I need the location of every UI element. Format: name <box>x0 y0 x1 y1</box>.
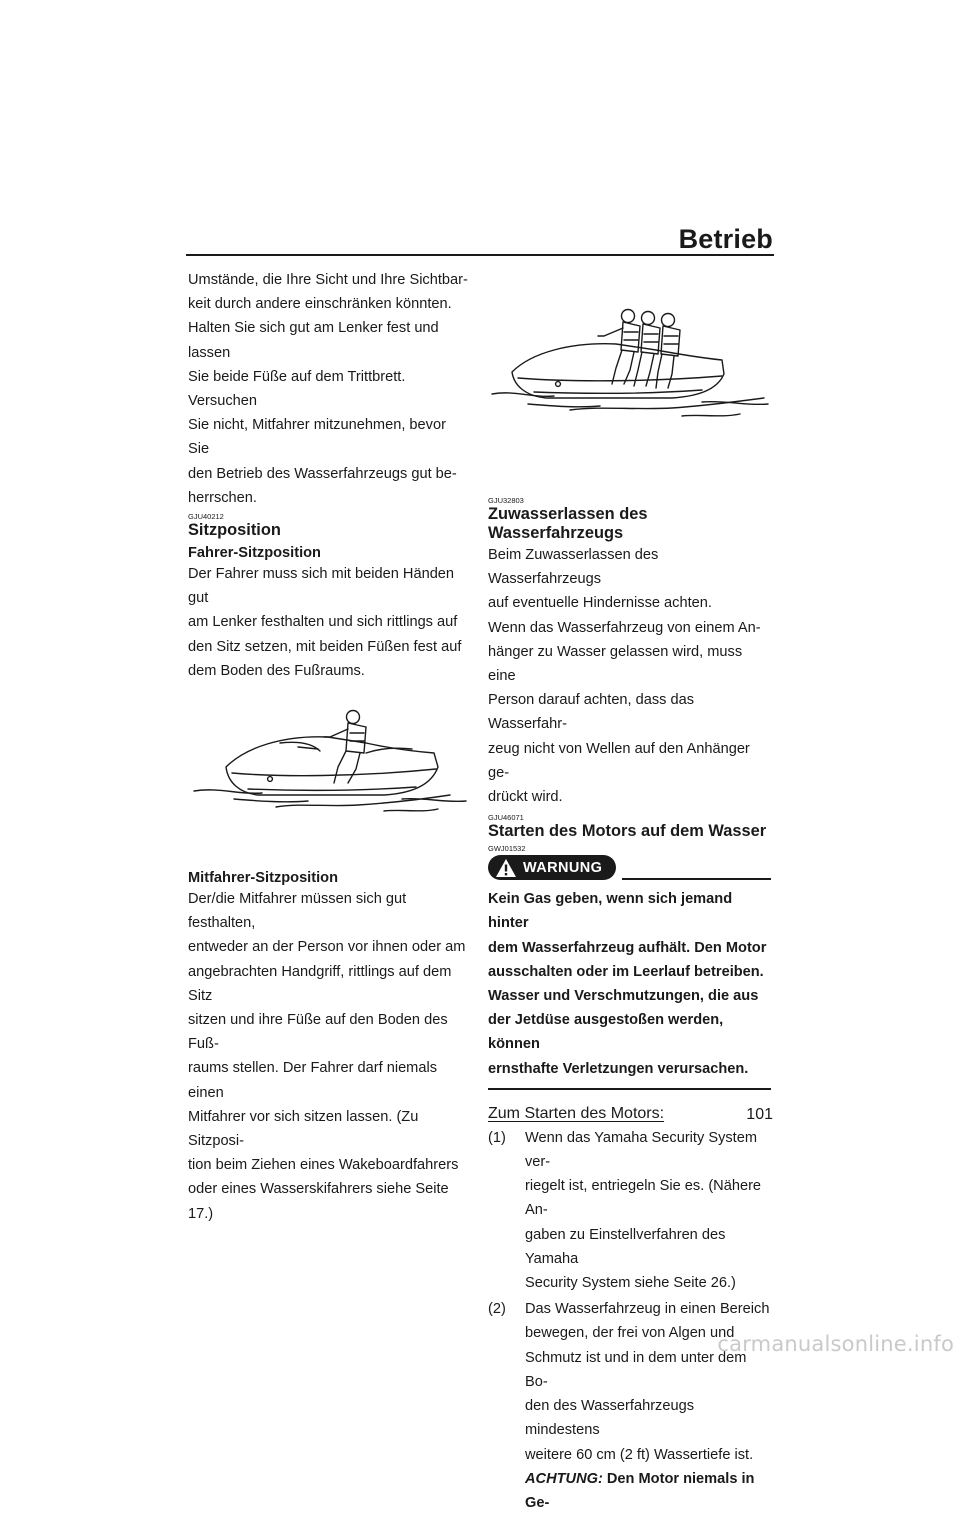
section-heading-starten: Starten des Motors auf dem Wasser <box>488 822 767 841</box>
warning-triangle-icon <box>495 858 517 878</box>
right-column <box>488 268 771 1515</box>
procedure-subheading: Zum Starten des Motors: <box>488 1104 665 1122</box>
fahrer-paragraph: Der Fahrer muss sich mit beiden Händen gut am Lenker festhalten und sich rittlings auf den Sitz setzen, mit beiden Füßen fest auf dem Boden des Fußraums. <box>188 566 462 679</box>
watermark: carmanualsonline.info <box>717 1332 954 1356</box>
achtung-label: ACHTUNG: <box>525 1470 603 1487</box>
intro-paragraph: Umstände, die Ihre Sicht und Ihre Sichtbar- keit durch andere einschränken könnten. Halten Sie sich gut am Lenker fest und lassen Sie beide Füße auf dem Trittbrett. Versuchen Sie nicht, Mitfahrer mitzunehmen, bevor Sie den Betrieb des Wasserfahrzeugs gut be- herrschen. <box>188 272 468 506</box>
warning-text: Kein Gas geben, wenn sich jemand hinter dem Wasserfahrzeug aufhält. Den Motor ausschalten oder im Leerlauf betreiben. Wasser und Verschmutzungen, die aus der Jetdüse ausgestoßen werden, können ernsthafte Verletzungen verursachen. <box>488 891 767 1077</box>
subheading-fahrer: Fahrer-Sitzposition <box>188 545 321 562</box>
section-code: GJU46071 <box>488 813 524 823</box>
section-code: GJU40212 <box>188 512 224 522</box>
list-item-continuation <box>488 1467 771 1515</box>
warning-header <box>488 855 771 881</box>
step-number: (1) <box>488 1129 506 1146</box>
section-heading-zuwasserlassen: Zuwasserlassen des Wasserfahrzeugs <box>488 505 648 542</box>
list-item <box>488 1126 771 1295</box>
mitfahrer-paragraph: Der/die Mitfahrer müssen sich gut festhalten, entweder an der Person vor ihnen oder am angebrachten Handgriff, rittlings auf dem Sitz sitzen und ihre Füße auf den Boden des Fuß- raums stellen. Der Fahrer darf niemals einen Mitfahrer vor sich sitzen lassen. (Zu Sitzposi- tion beim Ziehen eines Wakeboardfahrers oder eines Wasserskifahrers siehe Seite 17.) <box>188 891 466 1222</box>
header-rule <box>186 254 774 256</box>
left-column <box>188 268 471 1226</box>
step-text: Das Wasserfahrzeug in einen Bereich bewegen, der frei von Algen und Schmutz ist und in dem unter dem Bo- den des Wasserfahrzeugs mindestens weitere 60 cm (2 ft) Wassertiefe ist. <box>525 1301 770 1463</box>
zuwasser-paragraph: Beim Zuwasserlassen des Wasserfahrzeugs auf eventuelle Hindernisse achten. Wenn das Wasserfahrzeug von einem An- hänger zu Wasser gelassen wird, muss eine Person darauf achten, dass das Wasserfahr- zeug nicht von Wellen auf den Anhänger ge- drückt wird. <box>488 547 761 806</box>
section-heading-sitzposition: Sitzposition <box>188 521 281 540</box>
warning-label: WARNUNG <box>523 859 603 876</box>
page-number: 101 <box>746 1106 773 1123</box>
step-text: Wenn das Yamaha Security System ver- riegelt ist, entriegeln Sie es. (Nähere An- gaben zu Einstellverfahren des Yamaha Security System siehe Seite 26.) <box>525 1129 762 1292</box>
three-riders-illustration <box>488 298 771 446</box>
warning-bottom-rule <box>488 1088 771 1090</box>
warning-code: GWJ01532 <box>488 844 526 854</box>
subheading-mitfahrer: Mitfahrer-Sitzposition <box>188 870 338 887</box>
step-number: (2) <box>488 1301 506 1318</box>
page-title: Betrieb <box>678 224 773 254</box>
rider-illustration <box>188 703 471 843</box>
warning-rule <box>622 878 771 880</box>
warning-badge <box>488 855 616 880</box>
achtung-text: Den Motor niemals in Ge- <box>525 1470 755 1511</box>
list-item <box>488 1297 771 1466</box>
section-code: GJU32803 <box>488 496 524 505</box>
